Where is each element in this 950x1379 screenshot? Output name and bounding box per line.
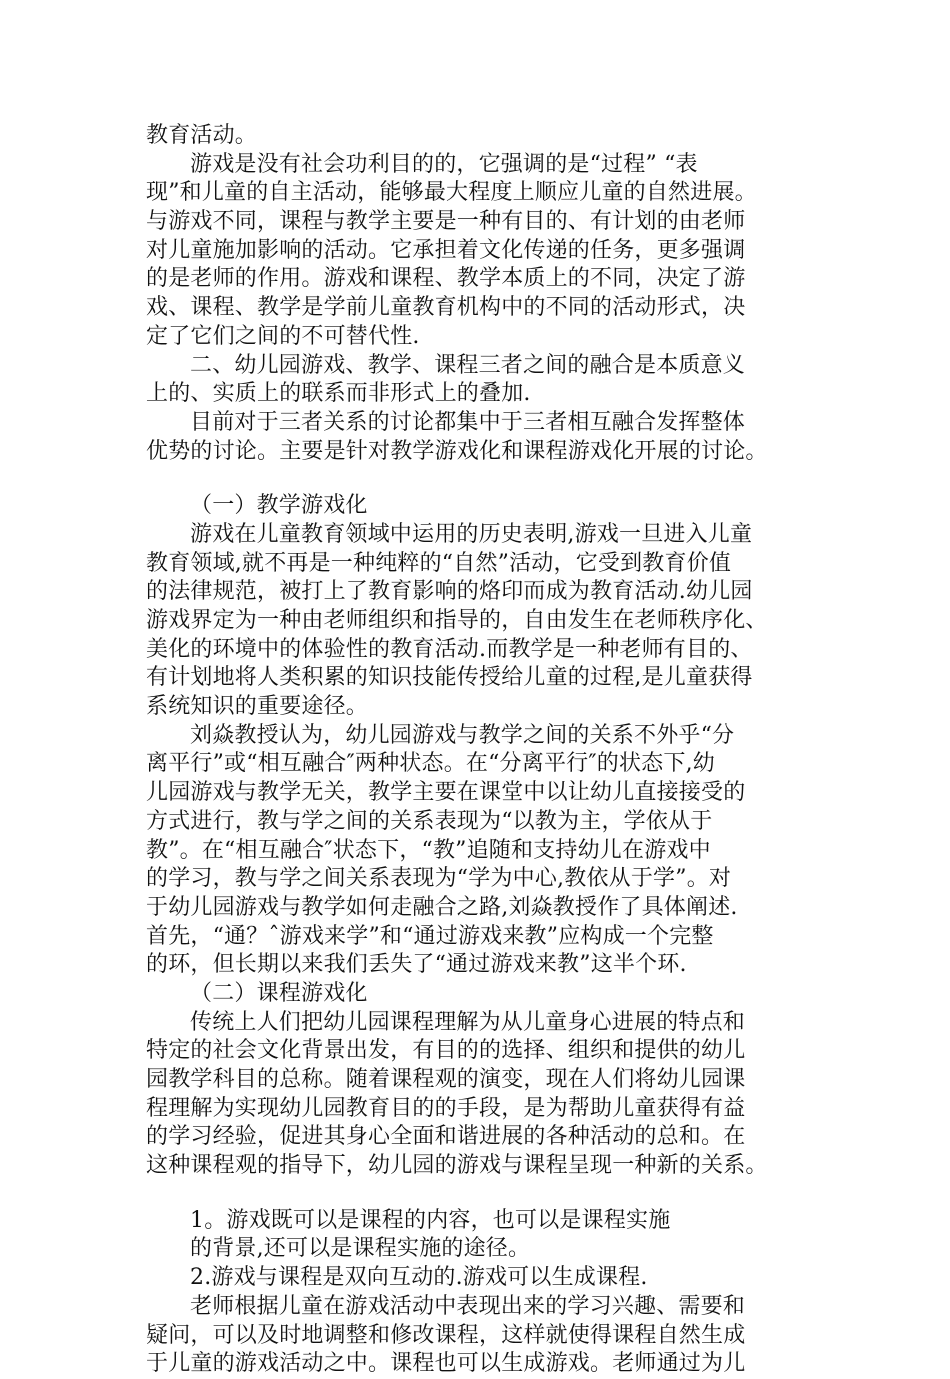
text-line: 对儿童施加影响的活动。它承担着文化传递的任务，更多强调 — [146, 237, 746, 263]
text-line: 儿园游戏与教学无关，教学主要在课堂中以让幼儿直接接受的 — [146, 780, 746, 806]
text-line: 传统上人们把幼儿园课程理解为从儿童身心进展的特点和 — [190, 1009, 746, 1035]
text-line: 程理解为实现幼儿园教育目的的手段，是为帮助儿童获得有益 — [146, 1095, 746, 1121]
text-line: 现”和儿童的自主活动，能够最大程度上顺应儿童的自然进展。 — [146, 180, 757, 206]
text-line: 老师根据儿童在游戏活动中表现出来的学习兴趣、需要和 — [190, 1293, 746, 1319]
text-line: 游戏界定为一种由老师组织和指导的，自由发生在老师秩序化、 — [146, 608, 768, 633]
paragraph-gap — [146, 1181, 806, 1207]
text-line: 1。游戏既可以是课程的内容，也可以是课程实施 — [190, 1207, 671, 1233]
text-line: 的学习，教与学之间关系表现为“学为中心,教依从于学”。对 — [146, 866, 732, 892]
text-line: 戏、课程、教学是学前儿童教育机构中的不同的活动形式，决 — [146, 295, 746, 321]
text-line: 特定的社会文化背景出发，有目的的选择、组织和提供的幼儿 — [146, 1038, 746, 1064]
text-line: 二、幼儿园游戏、教学、课程三者之间的融合是本质意义 — [190, 352, 746, 378]
text-line: 教育活动。 — [146, 123, 258, 148]
document-body — [146, 122, 806, 1379]
text-line: 2.游戏与课程是双向互动的.游戏可以生成课程. — [190, 1265, 648, 1291]
text-line: 有计划地将人类积累的知识技能传授给儿童的过程,是儿童获得 — [146, 665, 753, 691]
text-line: 离平行”或“相互融合″两种状态。在“分离平行″的状态下,幼 — [146, 751, 715, 777]
text-line: 的背景,还可以是课程实施的途径。 — [190, 1236, 531, 1262]
text-line: （一）教学游戏化 — [190, 493, 368, 519]
text-line: 教育领域,就不再是一种纯粹的“自然”活动，它受到教育价值 — [146, 550, 732, 576]
text-line: 于幼儿园游戏与教学如何走融合之路,刘焱教授作了具体阐述. — [146, 894, 738, 920]
paragraph-gap — [146, 466, 806, 492]
text-line: 系统知识的重要途径。 — [146, 694, 369, 720]
text-line: 优势的讨论。主要是针对教学游戏化和课程游戏化开展的讨论。 — [146, 438, 768, 464]
text-line: （二）课程游戏化 — [190, 980, 368, 1006]
text-line: 游戏是没有社会功利目的的，它强调的是“过程” “表 — [190, 151, 698, 177]
text-line: 疑问，可以及时地调整和修改课程，这样就使得课程自然生成 — [146, 1322, 746, 1348]
text-line: 方式进行，教与学之间的关系表现为“以教为主，学依从于 — [146, 808, 713, 834]
text-line: 园教学科目的总称。随着课程观的演变，现在人们将幼儿园课 — [146, 1067, 746, 1092]
text-line: 的环，但长期以来我们丢失了“通过游戏来教”这半个环. — [146, 952, 687, 978]
text-line: 首先，“通？ˆ游戏来学”和“通过游戏来教”应构成一个完整 — [146, 923, 714, 949]
text-line: 教”。在“相互融合″状态下，“教”追随和支持幼儿在游戏中 — [146, 837, 711, 863]
text-line: 与游戏不同，课程与教学主要是一种有目的、有计划的由老师 — [146, 209, 746, 235]
text-line: 的是老师的作用。游戏和课程、教学本质上的不同，决定了游 — [146, 266, 746, 292]
text-line: 游戏在儿童教育领域中运用的历史表明,游戏一旦进入儿童 — [190, 521, 753, 547]
text-line: 的学习经验，促进其身心全面和谐进展的各种活动的总和。在 — [146, 1124, 746, 1150]
text-line: 定了它们之间的不可替代性. — [146, 323, 420, 349]
text-line: 美化的环境中的体验性的教育活动.而教学是一种老师有目的、 — [146, 636, 753, 662]
text-line: 目前对于三者关系的讨论都集中于三者相互融合发挥整体 — [190, 409, 746, 435]
text-line: 这种课程观的指导下，幼儿园的游戏与课程呈现一种新的关系。 — [146, 1153, 768, 1179]
text-line: 刘焱教授认为，幼儿园游戏与教学之间的关系不外乎“分 — [190, 722, 735, 748]
text-line: 的法律规范，被打上了教育影响的烙印而成为教育活动.幼儿园 — [146, 579, 753, 605]
text-line: 上的、实质上的联系而非形式上的叠加. — [146, 381, 531, 407]
text-line: 于儿童的游戏活动之中。课程也可以生成游戏。老师通过为儿 — [146, 1351, 746, 1377]
